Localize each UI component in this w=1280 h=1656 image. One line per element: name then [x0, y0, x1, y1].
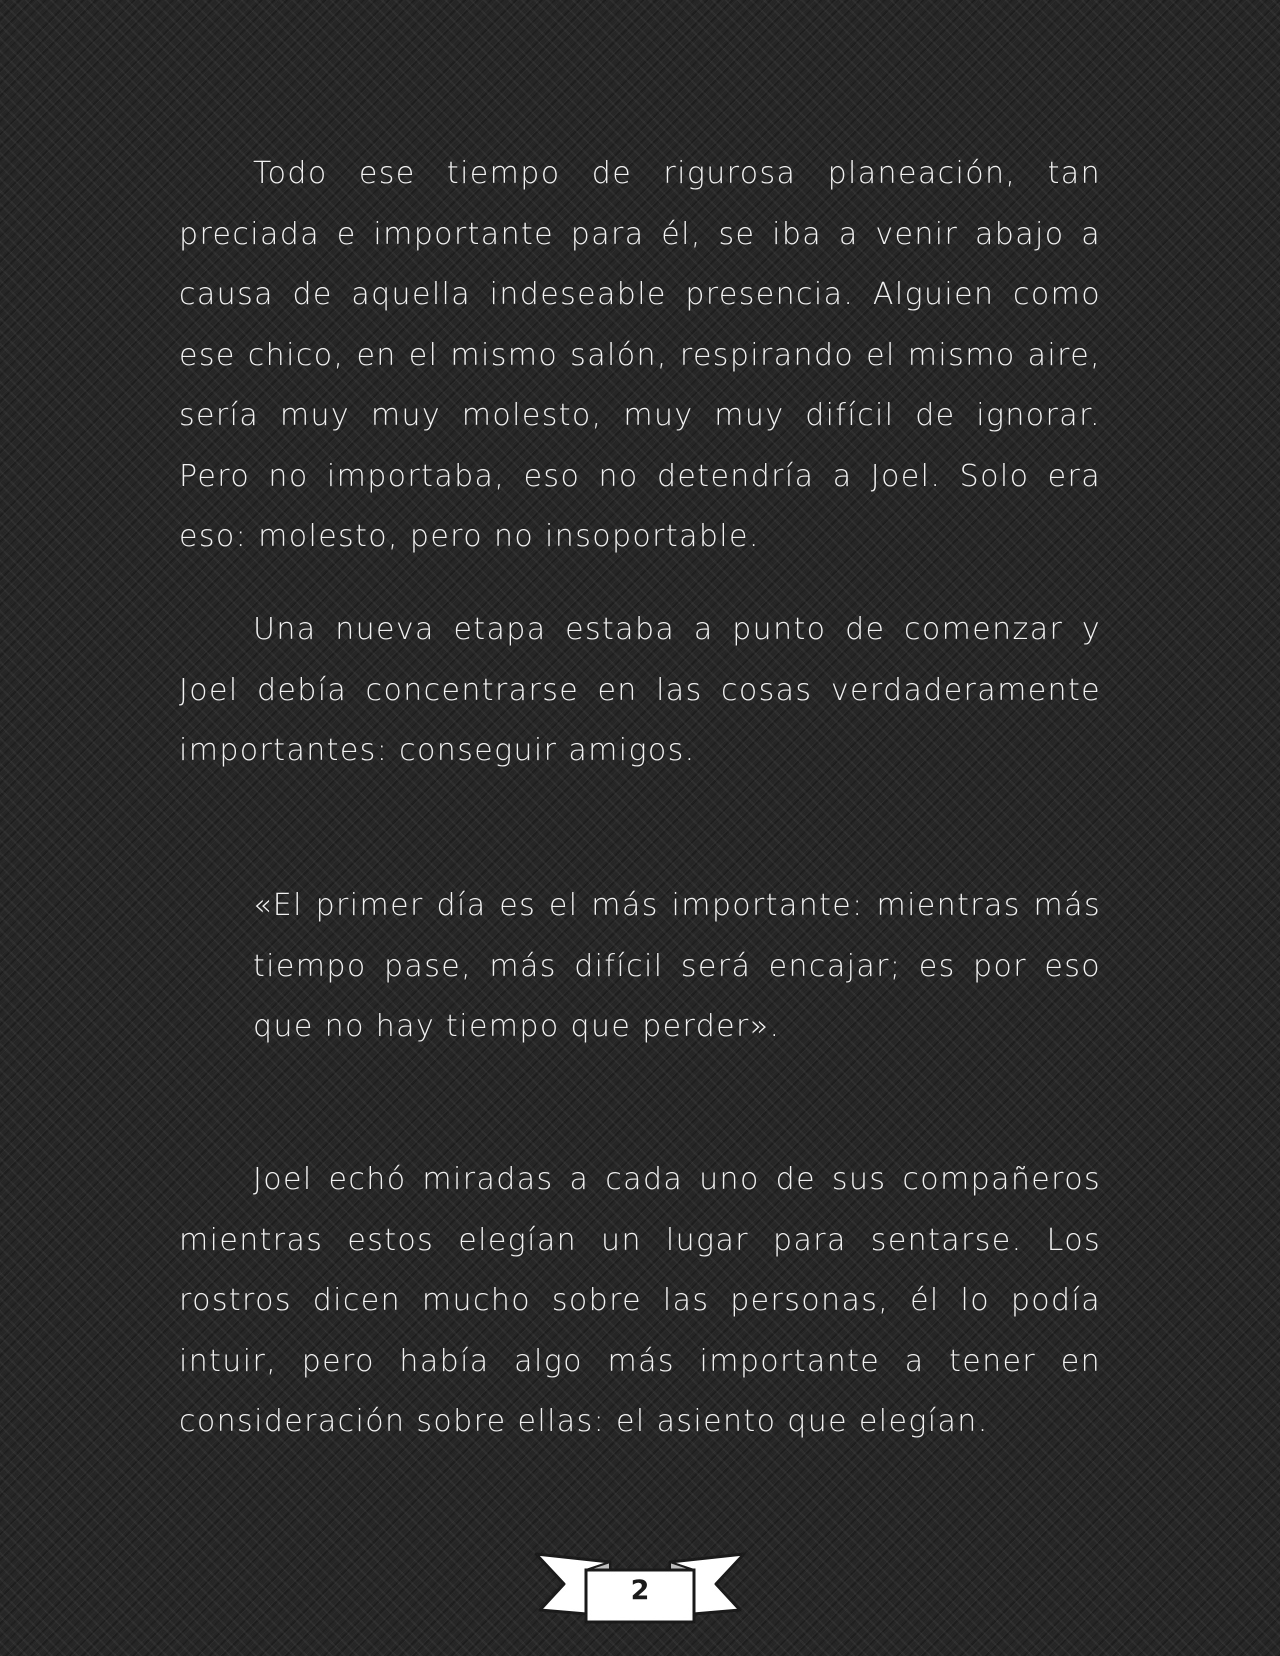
paragraph-1: Todo ese tiempo de rigurosa planeación, tan preciada e importante para él, se iba a venir abajo a causa de aquella indeseable presencia. Alguien como ese chico, en el mismo salón, respirando el mismo aire, sería muy muy molesto, muy muy difícil de ignorar. Pero no importaba, eso no detendría a Joel. Solo era eso: molesto, pero no insoportable. [179, 156, 1101, 554]
quote-paragraph: «El primer día es el más importante: mientras más tiempo pase, más difícil será encajar; es por eso que no hay tiempo que perder». [253, 888, 1101, 1044]
paragraph-3: Joel echó miradas a cada uno de sus compañeros mientras estos elegían un lugar para sentarse. Los rostros dicen mucho sobre las personas, él lo podía intuir, pero había algo más importante a tener en consideración sobre ellas: el asiento que elegían. [179, 1162, 1101, 1439]
page-number-ribbon [530, 1548, 750, 1626]
paragraph-2: Una nueva etapa estaba a punto de comenzar y Joel debía concentrarse en las cosas verdaderamente importantes: conseguir amigos. [179, 612, 1101, 768]
page-number: 2 [630, 1575, 650, 1606]
